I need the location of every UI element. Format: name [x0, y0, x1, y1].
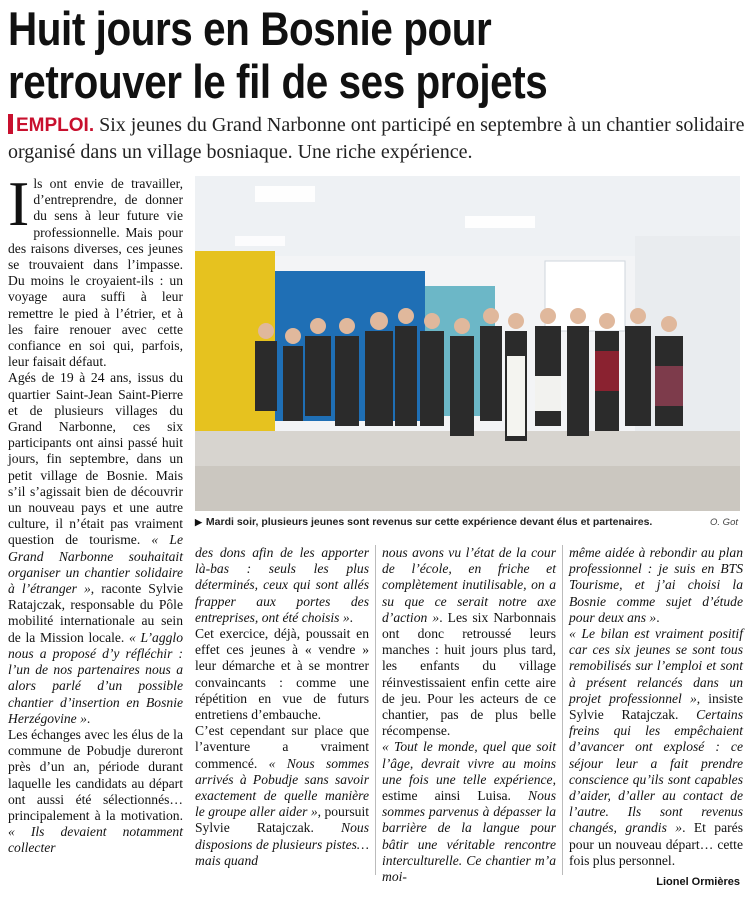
headline — [8, 2, 643, 108]
author-signature: Lionel Ormières — [656, 876, 740, 888]
drop-cap: I — [8, 168, 30, 239]
paragraph-6: C’est cependant sur place que l’aventure a vraiment commencé. « Nous sommes arrivés à Pobudje sans savoir exactement de quelle manière le groupe aller aider », poursuit Sylvie Ratajczak. Nous disposions de plusieurs pistes… mais quand — [195, 723, 370, 868]
kicker-bar — [8, 114, 13, 134]
photo-credit: O. Got — [710, 517, 738, 528]
article-column-3 — [382, 545, 556, 885]
paragraph-7: nous avons vu l’état de la cour de l’école, en friche et complètement inutilisable, on a su que ce serait notre axe d’action ». Les six Narbonnais ont donc retroussé leurs manches : huit jours plus tard, les enfants du village réinvestissaient enfin cette aire de jeu. Pour les acteurs de ce chantier, pas de plus belle récompense. — [382, 545, 556, 739]
kicker: EMPLOI. — [16, 115, 95, 136]
column-divider — [375, 545, 376, 875]
caption-text: Mardi soir, plusieurs jeunes sont revenus sur cette expérience devant élus et partenaires. — [205, 516, 653, 528]
column-divider — [562, 545, 563, 875]
paragraph-10: « Le bilan est vraiment positif car ces six jeunes se sont tous remobilisés sur l’emploi et sont à présent relancés dans un projet professionnel », insiste Sylvie Ratajczak. Certains freins qui les empêchaient d’avancer ont explosé : ce séjour leur a fait prendre conscience qu’ils sont capables d’aider, d’aller au contact de l’autre. Ils sont revenus changés, grandis ». Et parés pour un nouveau départ… cette fois plus personnel. — [569, 626, 744, 868]
paragraph-3: Les échanges avec les élus de la commune de Pobudje dureront près d’un an, période durant laquelle les candidats au départ ont aussi été sélectionnés… principalement à la motivation. « Ils devaient notamment collecter — [8, 726, 183, 856]
group-photo-illustration — [195, 176, 740, 511]
photo-caption — [195, 516, 740, 528]
standfirst — [8, 112, 748, 166]
article-column-1 — [8, 168, 184, 857]
caption-triangle-icon: ▶ — [195, 517, 202, 527]
paragraph-5: Cet exercice, déjà, poussait en effet ces jeunes à « vendre » leur démarche et à se montrer convaincants : comme une répétition en vue de futurs entretiens d’embauche. — [195, 626, 369, 723]
paragraph-intro: ls ont envie de travailler, d’entreprendre, de donner du sens à leur future vie professionnelle. Mais pour des raisons diverses, ces jeunes se trouvaient dans l’impasse. Du moins le croyaient-ils : un voyage aura suffi à leur remettre le pied à l’étrier, et à les faire renouer avec cette confiance en soi qui, parfois, leur faisait défaut. — [8, 176, 183, 370]
article-column-4 — [569, 545, 743, 869]
article-column-2 — [195, 545, 369, 869]
paragraph-2: Agés de 19 à 24 ans, issus du quartier Saint-Jean Saint-Pierre et de plusieurs villages du Grand Narbonne, ces six participants ont ainsi passé huit jours, fin septembre, dans un petit village de Bosnie. Mais s’il s’agissait bien de découvrir un nouveau pays et une autre culture, il n’était pas vraiment question de tourisme. « Le Grand Narbonne souhaitait organiser un chantier solidaire à l’étranger », raconte Sylvie Ratajczak, responsable du Pôle mobilité internationale au sein de la Mission locale. « L’agglo nous a proposé d’y réfléchir : l’un de nos partenaires nous a alors parlé d’un possible chantier d’insertion en Bosnie Herzégovine ». — [8, 370, 184, 726]
headline-line-2: retrouver le fil de ses projets — [8, 55, 548, 108]
paragraph-4: des dons afin de les apporter là-bas : seuls les plus déterminés, ceux qui sont allés frapper aux portes des entreprises, ont été choisis ». — [195, 545, 369, 625]
headline-line-1: Huit jours en Bosnie pour — [8, 2, 492, 55]
standfirst-text: Six jeunes du Grand Narbonne ont participé en septembre à un chantier solidaire organisé dans un village bosniaque. Une riche expérience. — [8, 114, 745, 163]
paragraph-9: même aidée à rebondir au plan professionnel : je suis en BTS Tourisme, et j’ai choisi la Bosnie comme sujet d’étude pour deux ans ». — [569, 545, 743, 625]
paragraph-8: « Tout le monde, quel que soit l’âge, devrait vivre au moins une fois une telle expérience, estime ainsi Luisa. Nous sommes parvenus à dépasser la barrière de la langue pour bâtir une véritable rencontre interculturelle. Ce chantier m’a moi- — [382, 739, 556, 885]
group-photo — [195, 176, 740, 511]
